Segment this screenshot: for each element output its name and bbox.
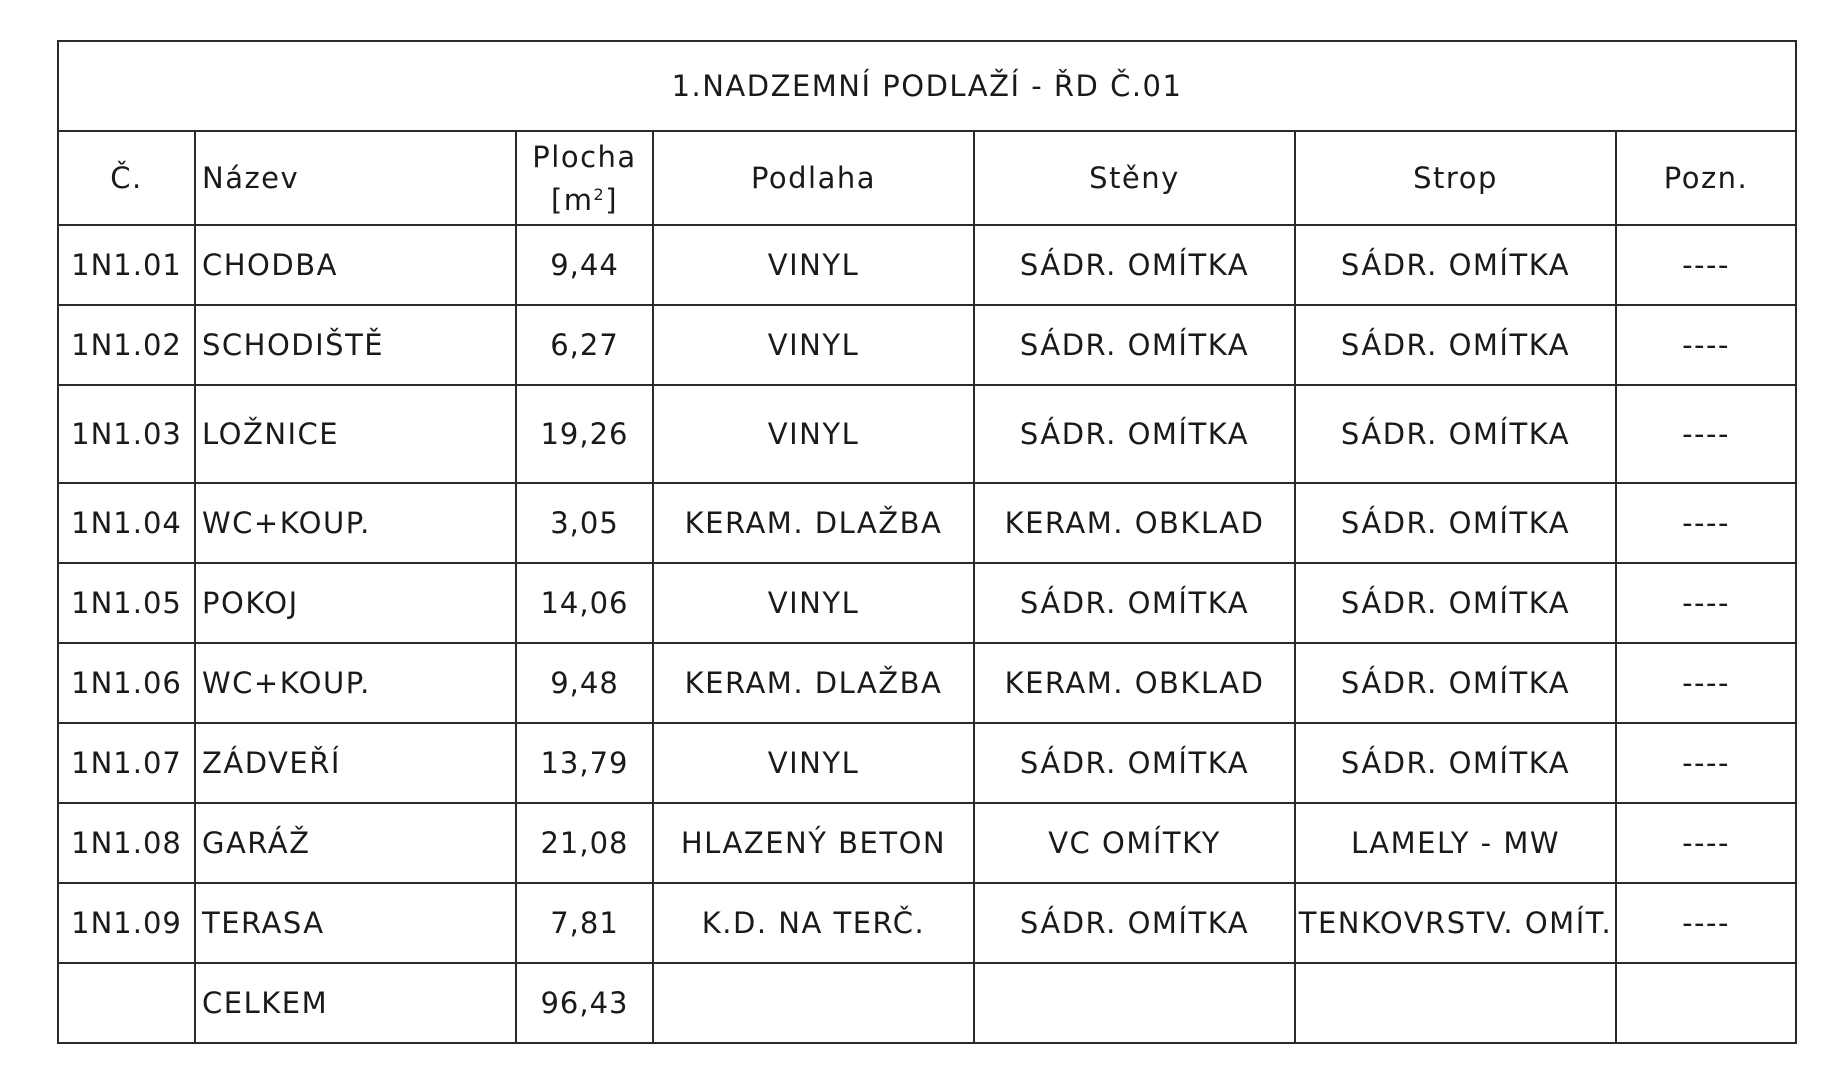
room-walls: SÁDR. OMÍTKA [974, 563, 1295, 643]
total-row [58, 963, 1796, 1043]
room-area: 9,44 [516, 225, 653, 305]
header-walls: Stěny [974, 131, 1295, 225]
room-area: 3,05 [516, 483, 653, 563]
room-note: ---- [1616, 385, 1796, 483]
room-name: SCHODIŠTĚ [195, 305, 516, 385]
room-name: WC+KOUP. [195, 483, 516, 563]
room-area: 9,48 [516, 643, 653, 723]
schedule-title: 1.NADZEMNÍ PODLAŽÍ - ŘD Č.01 [58, 41, 1796, 131]
room-name: ZÁDVEŘÍ [195, 723, 516, 803]
room-number: 1N1.08 [58, 803, 195, 883]
room-floor: VINYL [653, 225, 974, 305]
room-walls: VC OMÍTKY [974, 803, 1295, 883]
room-note: ---- [1616, 883, 1796, 963]
room-number: 1N1.02 [58, 305, 195, 385]
header-row [58, 131, 1796, 225]
room-ceiling: SÁDR. OMÍTKA [1295, 305, 1616, 385]
room-walls: KERAM. OBKLAD [974, 643, 1295, 723]
room-name: POKOJ [195, 563, 516, 643]
room-note: ---- [1616, 225, 1796, 305]
room-note: ---- [1616, 483, 1796, 563]
title-row [58, 41, 1796, 131]
room-number: 1N1.04 [58, 483, 195, 563]
room-name: GARÁŽ [195, 803, 516, 883]
header-ceiling: Strop [1295, 131, 1616, 225]
total-label: CELKEM [195, 963, 516, 1043]
total-area: 96,43 [516, 963, 653, 1043]
total-walls-empty [974, 963, 1295, 1043]
table-row [58, 225, 1796, 305]
room-floor: VINYL [653, 305, 974, 385]
room-note: ---- [1616, 643, 1796, 723]
total-ceiling-empty [1295, 963, 1616, 1043]
header-area-label: Plocha [532, 139, 637, 174]
table-row [58, 305, 1796, 385]
room-floor: HLAZENÝ BETON [653, 803, 974, 883]
room-floor: VINYL [653, 385, 974, 483]
room-name: TERASA [195, 883, 516, 963]
room-note: ---- [1616, 563, 1796, 643]
room-note: ---- [1616, 803, 1796, 883]
room-number: 1N1.09 [58, 883, 195, 963]
room-walls: SÁDR. OMÍTKA [974, 225, 1295, 305]
room-name: LOŽNICE [195, 385, 516, 483]
room-ceiling: LAMELY - MW [1295, 803, 1616, 883]
room-number: 1N1.07 [58, 723, 195, 803]
room-number: 1N1.05 [58, 563, 195, 643]
table-row [58, 883, 1796, 963]
room-ceiling: SÁDR. OMÍTKA [1295, 483, 1616, 563]
room-number: 1N1.01 [58, 225, 195, 305]
room-area: 13,79 [516, 723, 653, 803]
room-area: 21,08 [516, 803, 653, 883]
room-ceiling: SÁDR. OMÍTKA [1295, 225, 1616, 305]
room-ceiling: SÁDR. OMÍTKA [1295, 385, 1616, 483]
room-area: 6,27 [516, 305, 653, 385]
header-area-unit-suffix: ] [605, 182, 619, 217]
header-area-unit-prefix: [m [550, 182, 594, 217]
header-name: Název [195, 131, 516, 225]
room-ceiling: SÁDR. OMÍTKA [1295, 563, 1616, 643]
total-number-empty [58, 963, 195, 1043]
room-ceiling: SÁDR. OMÍTKA [1295, 643, 1616, 723]
table-row [58, 643, 1796, 723]
room-number: 1N1.03 [58, 385, 195, 483]
room-area: 7,81 [516, 883, 653, 963]
header-note: Pozn. [1616, 131, 1796, 225]
table-row [58, 803, 1796, 883]
room-walls: SÁDR. OMÍTKA [974, 385, 1295, 483]
header-number: Č. [58, 131, 195, 225]
room-schedule-sheet [57, 40, 1795, 1037]
room-walls: SÁDR. OMÍTKA [974, 305, 1295, 385]
room-area: 19,26 [516, 385, 653, 483]
room-name: WC+KOUP. [195, 643, 516, 723]
room-floor: K.D. NA TERČ. [653, 883, 974, 963]
room-walls: KERAM. OBKLAD [974, 483, 1295, 563]
room-area: 14,06 [516, 563, 653, 643]
room-walls: SÁDR. OMÍTKA [974, 883, 1295, 963]
room-floor: KERAM. DLAŽBA [653, 643, 974, 723]
room-schedule-table [57, 40, 1797, 1044]
room-floor: VINYL [653, 723, 974, 803]
total-floor-empty [653, 963, 974, 1043]
room-note: ---- [1616, 305, 1796, 385]
room-ceiling: SÁDR. OMÍTKA [1295, 723, 1616, 803]
header-area [516, 131, 653, 225]
table-row [58, 723, 1796, 803]
table-row [58, 385, 1796, 483]
header-floor: Podlaha [653, 131, 974, 225]
room-floor: KERAM. DLAŽBA [653, 483, 974, 563]
table-row [58, 563, 1796, 643]
header-area-unit-sup: 2 [593, 184, 606, 204]
room-name: CHODBA [195, 225, 516, 305]
room-walls: SÁDR. OMÍTKA [974, 723, 1295, 803]
room-note: ---- [1616, 723, 1796, 803]
total-note-empty [1616, 963, 1796, 1043]
room-floor: VINYL [653, 563, 974, 643]
room-ceiling: TENKOVRSTV. OMÍT. [1295, 883, 1616, 963]
room-number: 1N1.06 [58, 643, 195, 723]
table-row [58, 483, 1796, 563]
